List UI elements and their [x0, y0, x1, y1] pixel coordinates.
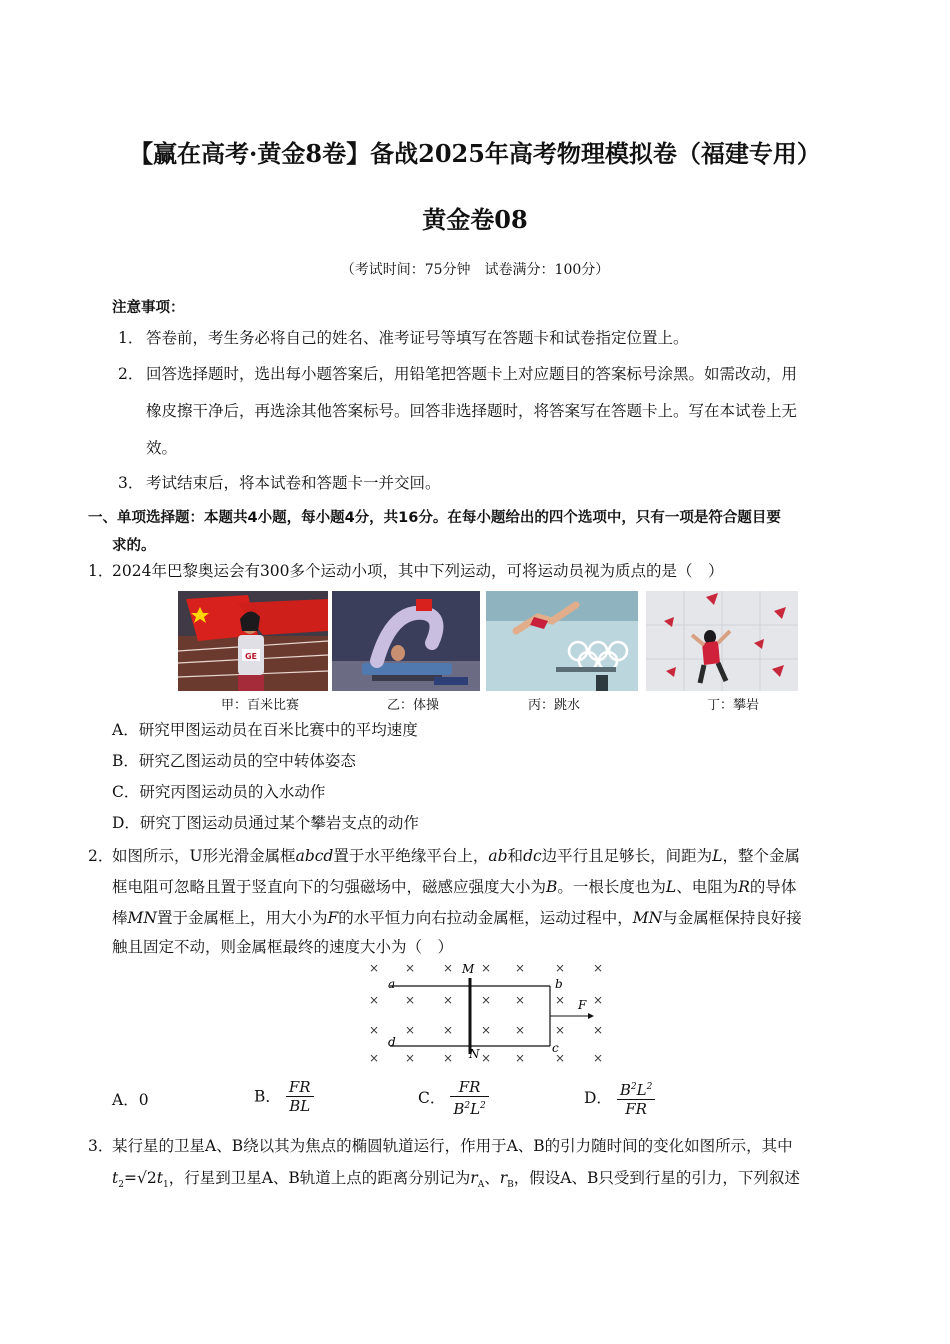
- field-cross: ×: [404, 961, 416, 975]
- option-a: A．研究甲图运动员在百米比赛中的平均速度: [112, 721, 418, 739]
- label-d: d: [388, 1035, 396, 1049]
- circuit-figure: [360, 958, 610, 1068]
- question-line: 框电阻可忽略且置于竖直向下的匀强磁场中，磁感应强度大小为B。一根长度也为L、电阻为R的导体: [112, 878, 797, 896]
- exam-info: （考试时间：75分钟 试卷满分：100分）: [340, 262, 610, 278]
- notice-item-text: 橡皮擦干净后，再选涂其他答案标号。回答非选择题时，将答案写在答题卡上。写在本试卷上无: [146, 402, 798, 420]
- field-cross: ×: [442, 993, 454, 1007]
- exam-title: 【赢在高考·黄金8卷】备战2025年高考物理模拟卷（福建专用）: [129, 139, 821, 168]
- diving-photo: [486, 591, 638, 691]
- field-cross: ×: [480, 1023, 492, 1037]
- notice-item-num: 3．: [118, 474, 144, 492]
- notice-item-text: 回答选择题时，选出每小题答案后，用铅笔把答题卡上对应题目的答案标号涂黑。如需改动，用: [146, 365, 798, 383]
- field-cross: ×: [442, 961, 454, 975]
- notice-item-num: 1．: [118, 329, 144, 347]
- field-cross: ×: [592, 961, 604, 975]
- question-number: 3．: [88, 1137, 114, 1155]
- gymnastics-photo: [332, 591, 480, 691]
- field-cross: ×: [368, 1051, 380, 1065]
- label-n: N: [469, 1047, 480, 1061]
- option-d: D． $\frac{B^2L^2}{FR}$: [584, 1078, 655, 1118]
- field-cross: ×: [442, 1023, 454, 1037]
- field-cross: ×: [480, 993, 492, 1007]
- option-c: C．研究丙图运动员的入水动作: [112, 783, 326, 801]
- question-line: $t_2=√2t_1$，行星到卫星A、B轨道上点的距离分别记为$r_A$、$r_B$，假设A、B只受到行星的引力，下列叙述: [112, 1169, 800, 1191]
- field-cross: ×: [480, 961, 492, 975]
- notice-heading: 注意事项：: [112, 300, 185, 316]
- option-b: B． $\frac{FR}{BL}$: [254, 1078, 314, 1115]
- notice-item-text: 效。: [146, 439, 178, 457]
- label-a: a: [388, 977, 396, 991]
- sprint-photo: [178, 591, 328, 691]
- label-f: F: [578, 998, 587, 1012]
- field-cross: ×: [514, 961, 526, 975]
- field-cross: ×: [514, 993, 526, 1007]
- question-number: 2．: [88, 847, 114, 865]
- photo-caption: 甲：百米比赛: [220, 698, 299, 713]
- exam-subtitle: 黄金卷08: [422, 205, 528, 234]
- photo-caption: 丙：跳水: [527, 698, 580, 713]
- notice-item-text: 考试结束后，将本试卷和答题卡一并交回。: [146, 474, 441, 492]
- option-c: C． $\frac{FR}{B^2L^2}$: [418, 1078, 489, 1118]
- climbing-photo: [646, 591, 798, 691]
- option-b: B．研究乙图运动员的空中转体姿态: [112, 752, 356, 770]
- question-line: 棒MN置于金属框上，用大小为F的水平恒力向右拉动金属框，运动过程中，MN与金属框保持良好接: [112, 909, 802, 927]
- section-heading-cont: 求的。: [112, 538, 156, 554]
- field-cross: ×: [592, 993, 604, 1007]
- label-c: c: [552, 1041, 559, 1055]
- field-cross: ×: [368, 1023, 380, 1037]
- field-cross: ×: [404, 1051, 416, 1065]
- field-cross: ×: [480, 1051, 492, 1065]
- field-cross: ×: [592, 1023, 604, 1037]
- field-cross: ×: [404, 993, 416, 1007]
- section-heading: 一、单项选择题：本题共4小题，每小题4分，共16分。在每小题给出的四个选项中，只有一项是符合题目要: [88, 510, 781, 526]
- field-cross: ×: [368, 961, 380, 975]
- field-cross: ×: [404, 1023, 416, 1037]
- question-line: 某行星的卫星A、B绕以其为焦点的椭圆轨道运行，作用于A、B的引力随时间的变化如图所示，其中: [112, 1137, 793, 1155]
- option-d: D．研究丁图运动员通过某个攀岩支点的动作: [112, 814, 419, 832]
- notice-item-num: 2．: [118, 365, 144, 383]
- question-line: 触且固定不动，则金属框最终的速度大小为（ ）: [112, 938, 454, 956]
- option-a: A．0: [112, 1091, 149, 1109]
- label-b: b: [555, 977, 563, 991]
- field-cross: ×: [554, 1023, 566, 1037]
- field-cross: ×: [554, 993, 566, 1007]
- photo-caption: 乙：体操: [386, 698, 439, 713]
- question-line: 如图所示，U形光滑金属框abcd置于水平绝缘平台上，ab和dc边平行且足够长，间距为L，整个金属: [112, 847, 800, 865]
- field-cross: ×: [442, 1051, 454, 1065]
- question-stem: 2024年巴黎奥运会有300多个运动小项，其中下列运动，可将运动员视为质点的是（ ）: [112, 562, 724, 580]
- photo-caption: 丁：攀岩: [706, 698, 759, 713]
- bib-label: GE: [244, 652, 258, 661]
- field-cross: ×: [554, 961, 566, 975]
- question-number: 1．: [88, 562, 114, 580]
- notice-item-text: 答卷前，考生务必将自己的姓名、准考证号等填写在答题卡和试卷指定位置上。: [146, 329, 689, 347]
- field-cross: ×: [514, 1023, 526, 1037]
- field-cross: ×: [368, 993, 380, 1007]
- field-cross: ×: [592, 1051, 604, 1065]
- label-m: M: [462, 962, 475, 976]
- field-cross: ×: [514, 1051, 526, 1065]
- field-cross: ×: [554, 1051, 566, 1065]
